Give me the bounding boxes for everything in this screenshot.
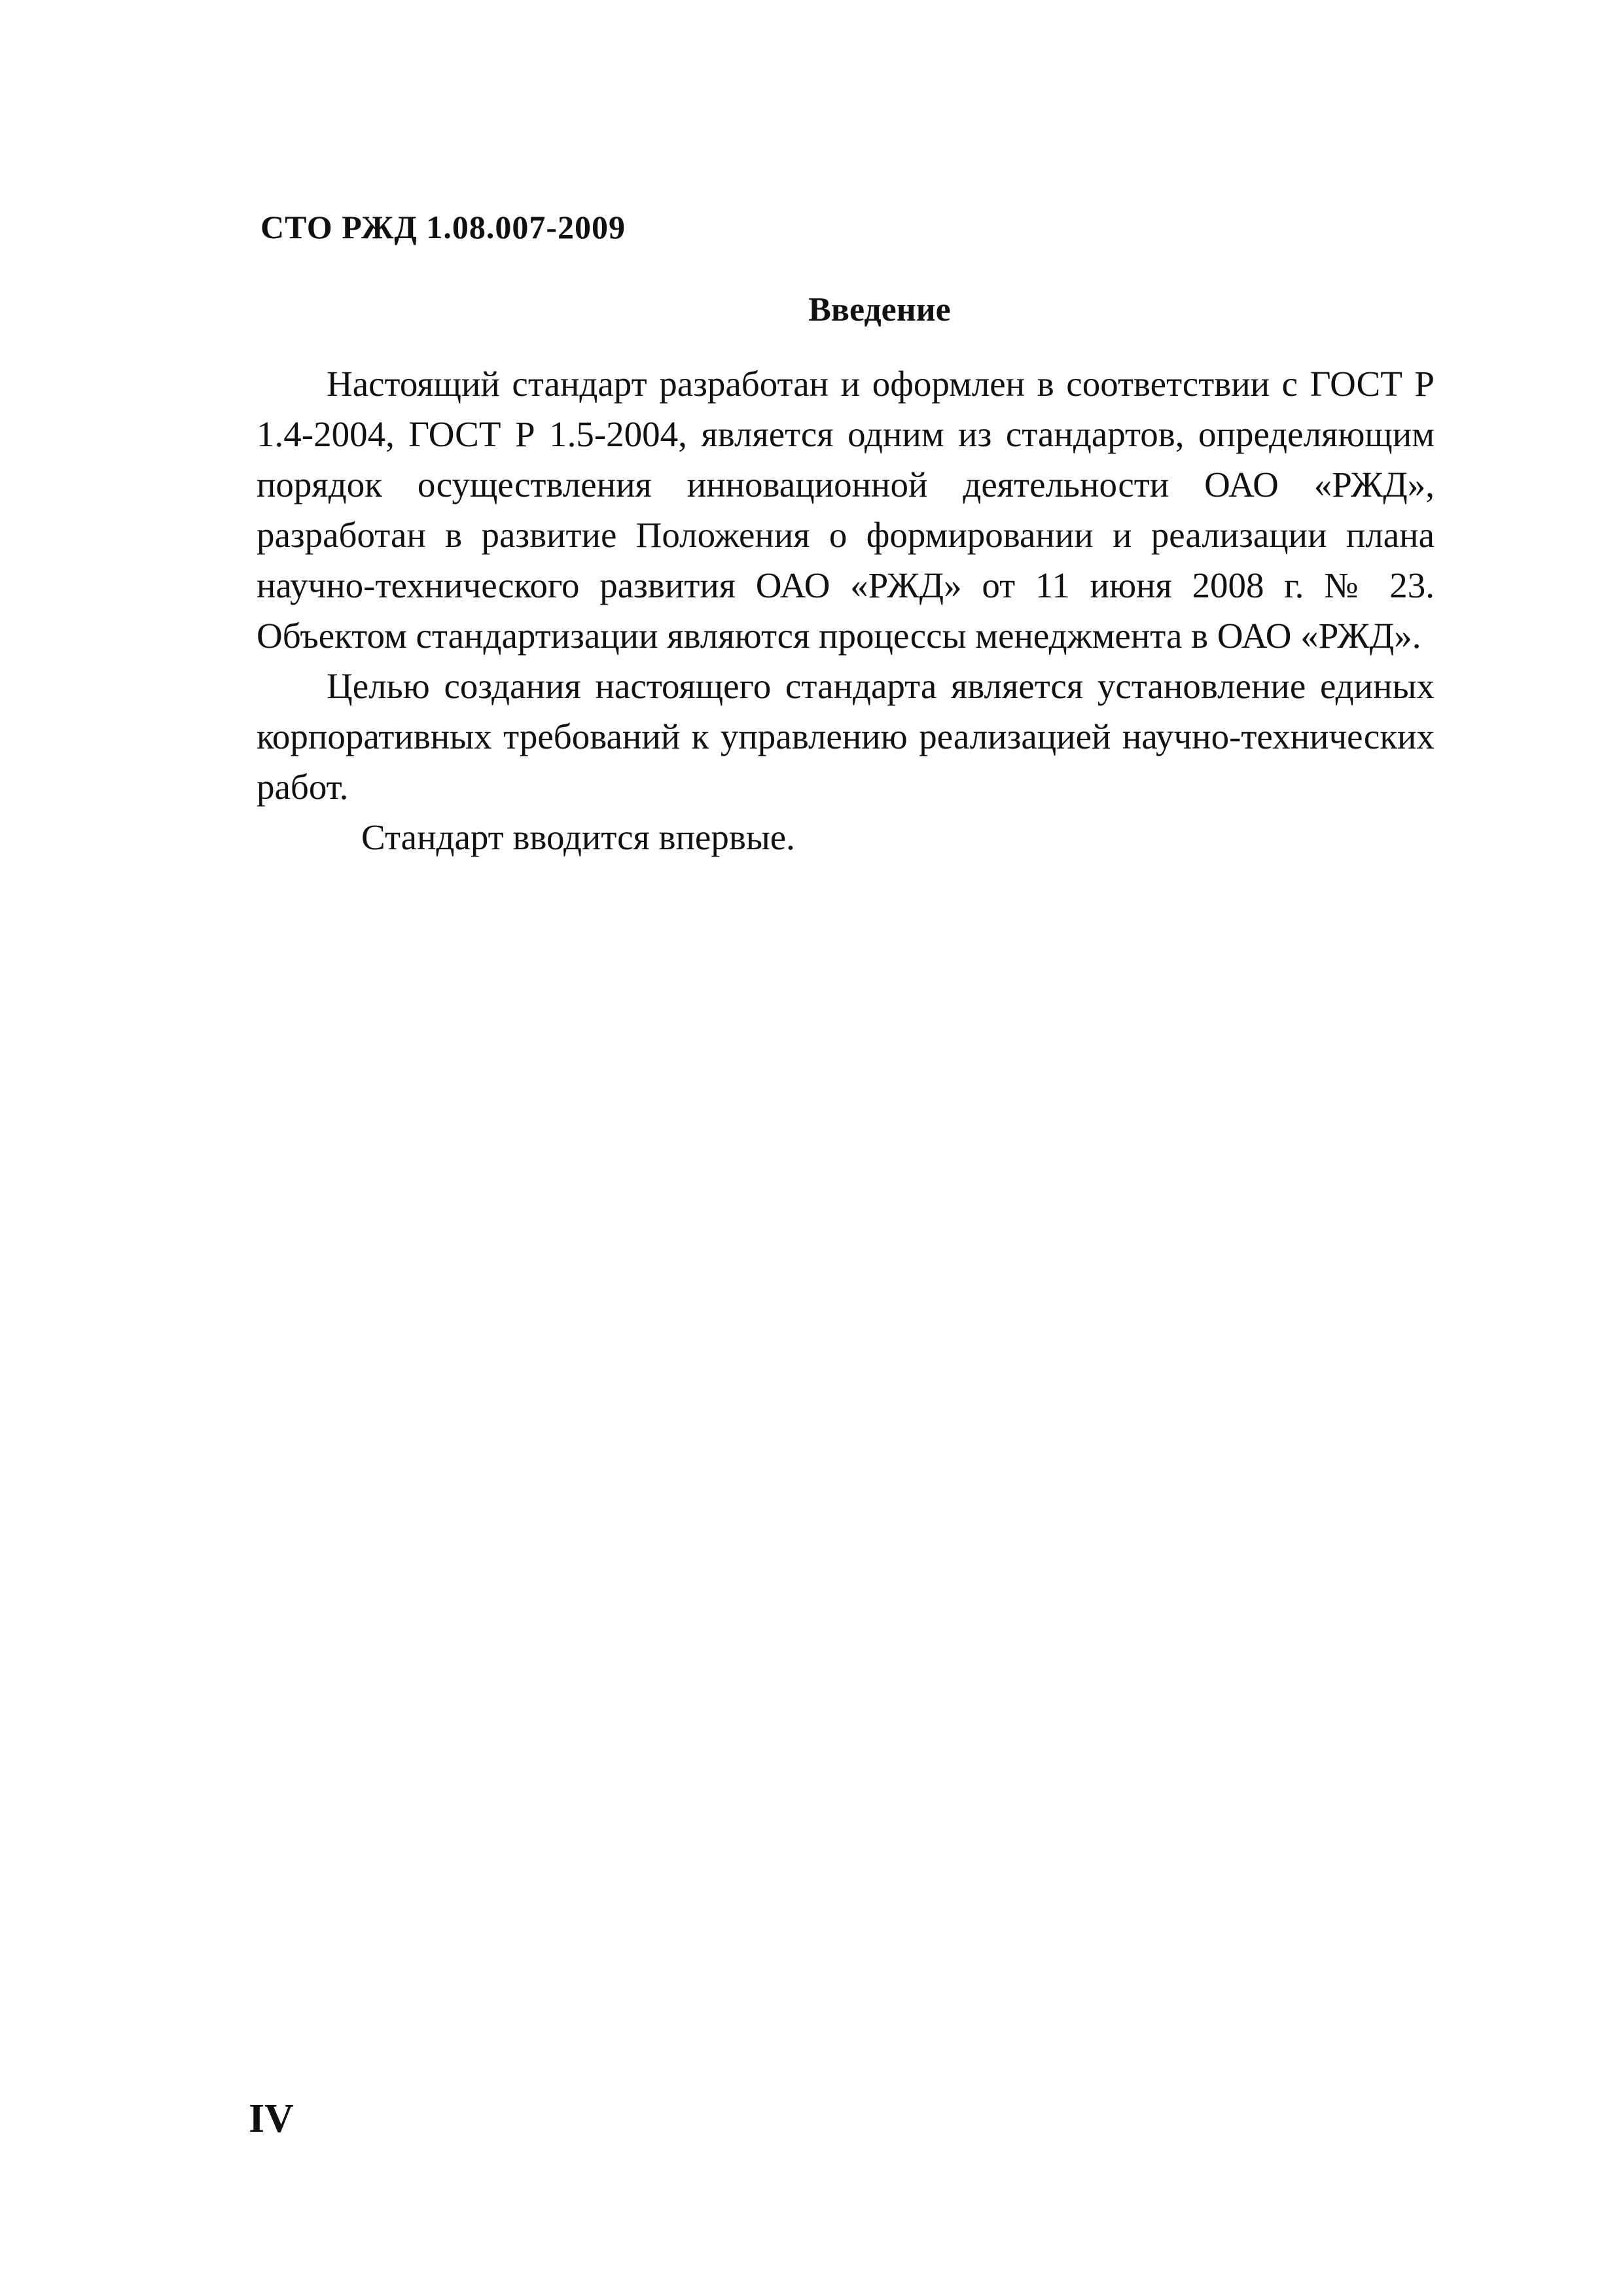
paragraph-intro: Настоящий стандарт разработан и оформлен в соответствии с ГОСТ Р 1.4-2004, ГОСТ Р 1.5-2004, является одним из стандартов, определяющим порядок осуществления инновационной деятельности ОАО «РЖД», разработан в развитие Положения о формировании и реализации плана научно-технического развития ОАО «РЖД» от 11 июня 2008 г. № 23. Объектом стандартизации являются процессы менеджмента в ОАО «РЖД». [257,364,1435,656]
document-code: СТО РЖД 1.08.007-2009 [260,209,626,245]
paragraph-first-edition: Стандарт вводится впервые. [361,817,795,857]
body-text [257,359,1435,862]
section-title: Введение [808,291,951,328]
paragraph-purpose: Целью создания настоящего стандарта является установление единых корпоративных требований к управлению реализацией научно-технических работ. [257,666,1435,807]
page-number: IV [249,2096,294,2141]
